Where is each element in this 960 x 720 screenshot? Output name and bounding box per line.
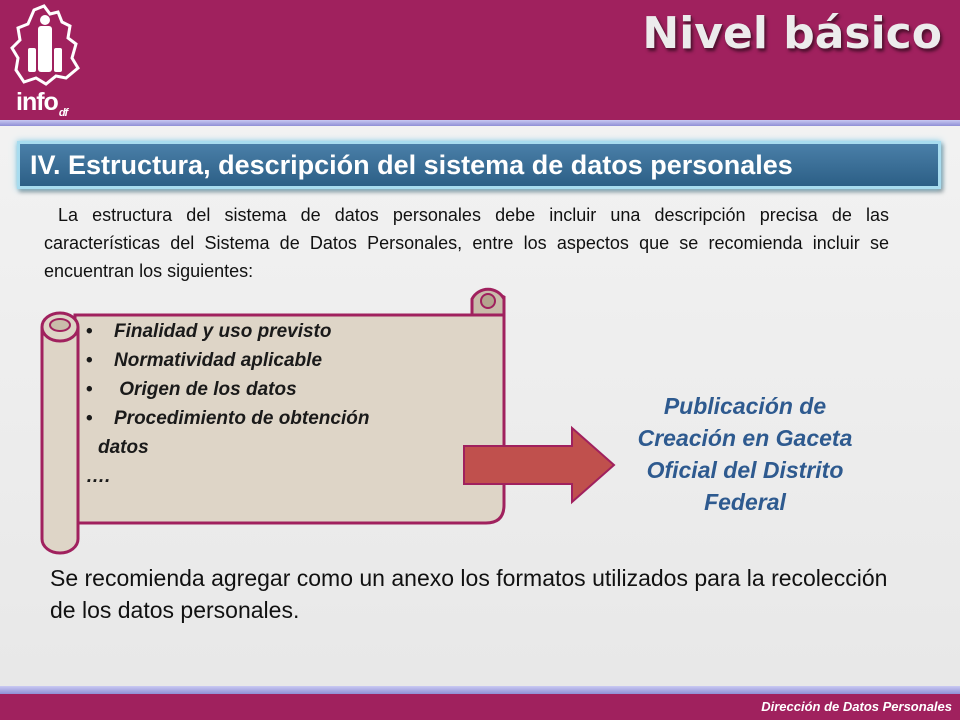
footer-bar xyxy=(0,694,960,720)
section-title: IV. Estructura, descripción del sistema de datos personales xyxy=(30,150,793,180)
right-arrow-icon xyxy=(460,424,620,506)
header-bar xyxy=(0,0,960,120)
annex-note: Se recomienda agregar como un anexo los formatos utilizados para la recolección de los datos personales. xyxy=(50,565,888,623)
footer-divider xyxy=(0,686,960,694)
aspects-list xyxy=(86,317,466,433)
logo-wordmark: info$_{df}$ xyxy=(16,88,68,119)
list-ellipsis: …. xyxy=(86,466,111,487)
footer-label: Dirección de Datos Personales xyxy=(761,699,952,714)
publication-text: Publicación de Creación en Gaceta Oficial del Distrito Federal xyxy=(637,393,853,515)
list-item: • Origen de los datos xyxy=(86,375,466,404)
list-item: • Finalidad y uso previsto xyxy=(86,317,466,346)
list-item-continuation: datos xyxy=(98,437,149,458)
section-title-bar xyxy=(17,141,941,189)
list-item: • Procedimiento de obtención xyxy=(86,404,466,433)
page-title: Nivel básico xyxy=(642,8,942,59)
list-item: • Normatividad aplicable xyxy=(86,346,466,375)
intro-paragraph: La estructura del sistema de datos personales debe incluir una descripción precisa de las características del Sistema de Datos Personales, entre los aspectos que se recomienda incluir se encuentran los siguientes: xyxy=(44,205,889,281)
info-df-logo xyxy=(4,4,90,119)
